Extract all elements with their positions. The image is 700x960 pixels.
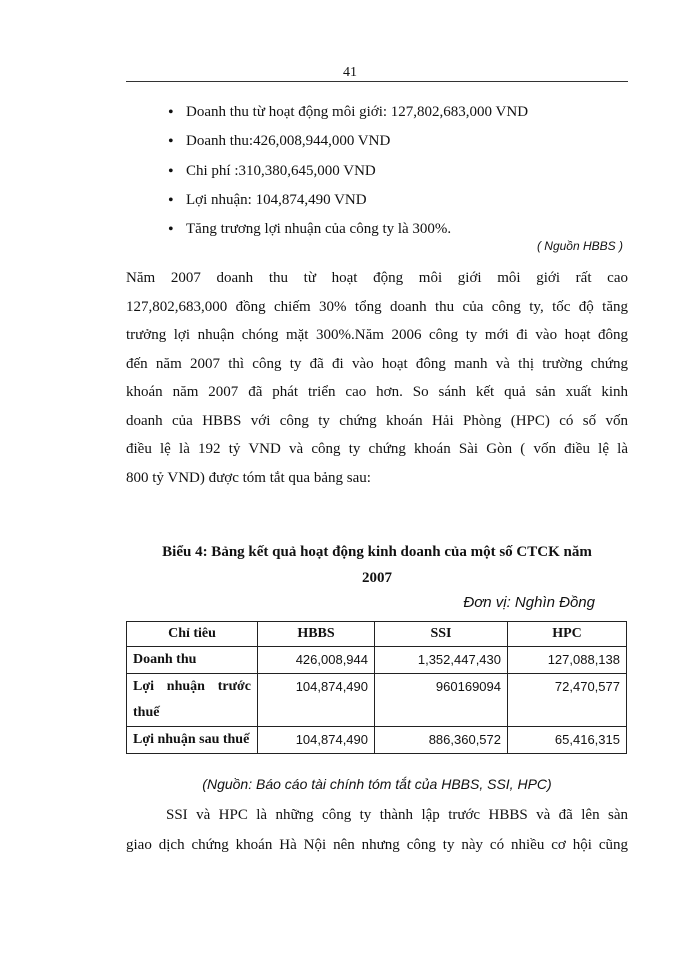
bullet-profit-growth: • Tăng trương lợi nhuận của công ty là 300%. (186, 215, 528, 244)
cell-ssi: 1,352,447,430 (375, 647, 508, 674)
bullet-profit: • Lợi nhuận: 104,874,490 VND (186, 186, 528, 215)
row-label: Lợi nhuận sau thuế (127, 727, 258, 754)
table-row (127, 647, 627, 674)
table-title-line-2: 2007 (362, 570, 392, 586)
source-note-financial-reports: (Nguồn: Báo cáo tài chính tóm tắt của HBBS, SSI, HPC) (202, 776, 552, 792)
row-label: Doanh thu (127, 647, 258, 674)
table-row (127, 727, 627, 754)
paragraph-line: trưởng lợi nhuận chóng mặt 300%.Năm 2006 công ty mới đi vào hoạt đông (126, 327, 628, 343)
cell-hbbs: 426,008,944 (258, 647, 375, 674)
column-header-hpc: HPC (508, 622, 627, 647)
business-results-table (126, 621, 627, 754)
closing-paragraph (126, 800, 628, 860)
paragraph-line: đến năm 2007 thì công ty đã đi vào hoạt đông manh và thị trường chứng (126, 355, 628, 372)
closing-line: SSI và HPC là những công ty thành lập trước HBBS và đã lên sàn (166, 807, 628, 823)
bullet-revenue: • Doanh thu:426,008,944,000 VND (186, 127, 528, 156)
summary-bullet-list (186, 98, 528, 244)
page-number: 41 (343, 65, 357, 80)
paragraph-line: Năm 2007 doanh thu từ hoạt động môi giới môi giới rất cao (126, 270, 628, 286)
table-title-line-1: Biểu 4: Bảng kết quả hoạt động kinh doanh của một số CTCK năm (162, 544, 592, 560)
cell-hbbs: 104,874,490 (258, 674, 375, 727)
closing-line: giao dịch chứng khoán Hà Nội nên nhưng công ty này có nhiều cơ hội cũng (126, 837, 628, 853)
bullet-brokerage-revenue: • Doanh thu từ hoạt động môi giới: 127,802,683,000 VND (186, 98, 528, 127)
unit-note: Đơn vị: Nghìn Đồng (463, 594, 595, 611)
table-row (127, 674, 627, 727)
row-label: Lợi nhuận trước thuế (127, 674, 258, 727)
cell-hpc: 65,416,315 (508, 727, 627, 754)
table-header-row (127, 622, 627, 647)
cell-ssi: 886,360,572 (375, 727, 508, 754)
column-header-hbbs: HBBS (258, 622, 375, 647)
column-header-indicator: Chỉ tiêu (127, 622, 258, 647)
column-header-ssi: SSI (375, 622, 508, 647)
paragraph-line: khoán năm 2007 đã phát triển cao hơn. So sánh kết quả sản xuất kinh (126, 384, 628, 400)
bullet-expenses: • Chi phí :310,380,645,000 VND (186, 157, 528, 186)
cell-ssi: 960169094 (375, 674, 508, 727)
cell-hpc: 72,470,577 (508, 674, 627, 727)
source-note-hbbs: ( Nguồn HBBS ) (536, 239, 623, 253)
paragraph-line: 800 tỷ VND) được tóm tắt qua bảng sau: (126, 469, 371, 486)
cell-hbbs: 104,874,490 (258, 727, 375, 754)
cell-hpc: 127,088,138 (508, 647, 627, 674)
paragraph-line: doanh của HBBS với công ty chứng khoán Hải Phòng (HPC) có số vốn (126, 412, 628, 429)
body-paragraph (126, 264, 628, 492)
table-title (126, 539, 628, 591)
header-divider (126, 81, 628, 82)
paragraph-line: 127,802,683,000 đồng chiếm 30% tổng doanh thu của công ty, tốc độ tăng (126, 298, 628, 315)
paragraph-line: điều lệ là 192 tỷ VND và công ty chứng khoán Sài Gòn ( vốn điều lệ là (126, 441, 628, 457)
